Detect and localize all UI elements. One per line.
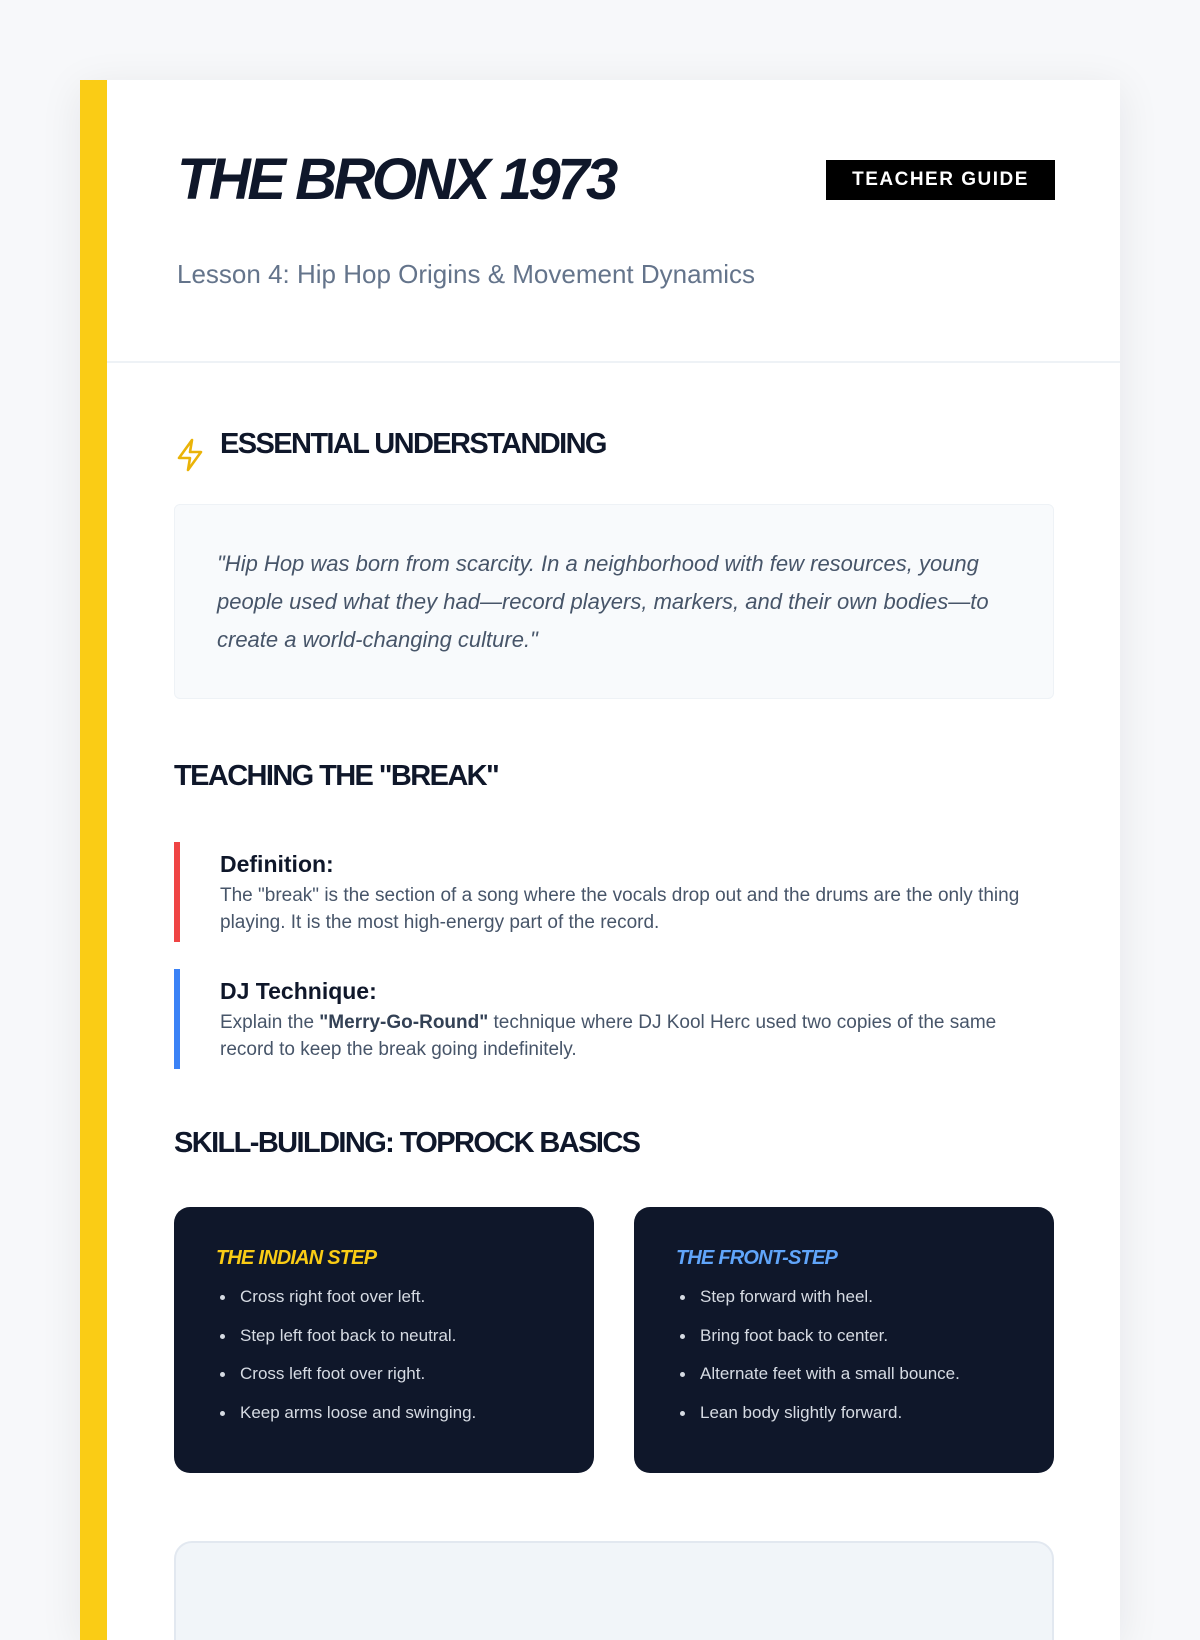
yellow-accent-bar (80, 80, 107, 1640)
definition-body: The "break" is the section of a song where the vocals drop out and the drums are the only thing playing. It is the most high-energy part of the record. (220, 885, 1020, 933)
lesson-subtitle: Lesson 4: Hip Hop Origins & Movement Dynamics (177, 259, 756, 289)
merry-go-round-term: "Merry-Go-Round" (319, 1012, 489, 1033)
lightning-bolt-icon (175, 438, 205, 472)
front-step-card (634, 1207, 1054, 1473)
quote-box (174, 504, 1054, 699)
list-item: Alternate feet with a small bounce. (700, 1364, 960, 1383)
page-header (107, 80, 1120, 363)
definition-red-bar (174, 842, 180, 942)
dj-technique-item (174, 969, 1054, 1069)
indian-step-title: THE INDIAN STEP (216, 1247, 377, 1269)
list-item: Cross left foot over right. (240, 1364, 476, 1384)
essential-quote: "Hip Hop was born from scarcity. In a neighborhood with few resources, young people used what they had—record players, markers, and their own bodies—to create a world-changing culture." (217, 551, 989, 652)
indian-step-list (216, 1287, 476, 1441)
next-section-box (174, 1541, 1054, 1640)
teaching-break-heading: TEACHING THE "BREAK" (174, 760, 499, 792)
teacher-guide-badge: TEACHER GUIDE (826, 160, 1055, 200)
dj-technique-body-start: Explain the (220, 1012, 320, 1033)
list-item: Lean body slightly forward. (700, 1403, 960, 1423)
dj-technique-blue-bar (174, 969, 180, 1069)
list-item: Step left foot back to neutral. (240, 1326, 476, 1346)
essential-understanding-heading: ESSENTIAL UNDERSTANDING (220, 428, 606, 460)
front-step-list (676, 1287, 960, 1441)
dj-technique-title: DJ Technique: (220, 978, 377, 1004)
list-item: Step forward with heel. (700, 1287, 960, 1307)
list-item: Cross right foot over left. (240, 1287, 476, 1307)
page-title: THE BRONX 1973 (177, 147, 615, 212)
dj-technique-body (220, 1009, 1044, 1063)
indian-step-card (174, 1207, 594, 1473)
list-item: Keep arms loose and swinging. (240, 1402, 477, 1422)
definition-title: Definition: (220, 851, 334, 877)
skill-building-heading: SKILL-BUILDING: TOPROCK BASICS (174, 1127, 640, 1159)
dj-technique-body-end: technique where DJ Kool Herc used two copies of the same record to keep the break going indefinitely. (220, 1012, 997, 1060)
list-item: Bring foot back to center. (700, 1326, 960, 1346)
definition-item (174, 842, 1054, 942)
front-step-title: THE FRONT-STEP (676, 1247, 838, 1269)
teacher-guide-page (80, 80, 1120, 1640)
